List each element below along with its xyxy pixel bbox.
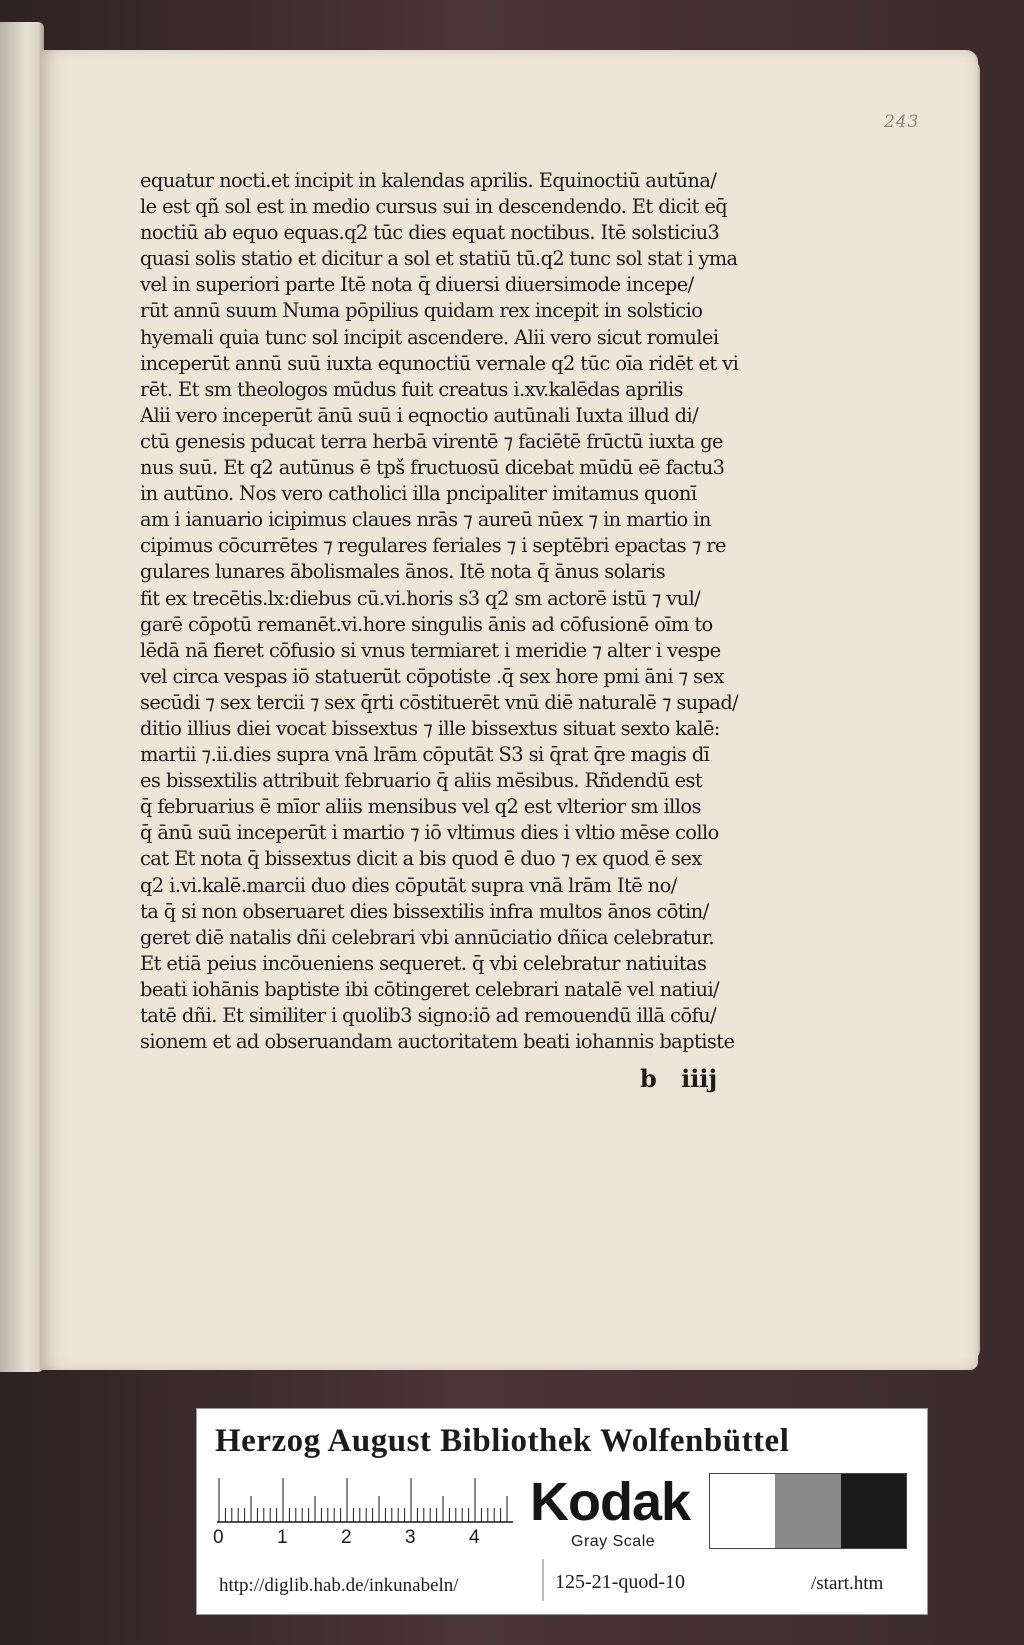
kodak-logo: Kodak	[530, 1472, 691, 1532]
source-url: http://diglib.hab.de/inkunabeln/	[219, 1575, 459, 1596]
ruler-scale	[217, 1477, 513, 1523]
text-line: ditio illius diei vocat bissextus ⁊ ille bissextus situat sexto kalē:	[140, 716, 720, 740]
ruler-number: 4	[469, 1527, 480, 1548]
text-block	[140, 168, 740, 1055]
text-line: martii ⁊.ii.dies supra vnā lrām cōputāt S3 si q̄rat q̄re magis dī	[140, 743, 710, 767]
text-line: secūdi ⁊ sex tercii ⁊ sex q̄rti cōstituerēt vnū diē naturalē ⁊ supad/	[140, 690, 739, 714]
ruler-number: 1	[277, 1527, 288, 1548]
shelf-code: 125-21-quod-10	[555, 1571, 685, 1593]
text-line: hyemali quia tunc sol incipit ascendere. Alii vero sicut romulei	[140, 325, 719, 349]
folio-number: 243	[884, 112, 920, 132]
text-line: garē cōpotū remanēt.vi.hore singulis ānis ad cōfusionē oīm to	[140, 612, 713, 636]
text-line: le est qñ sol est in medio cursus sui in descendendo. Et dicit eq̄	[140, 195, 728, 219]
text-line: ta q̄ si non obseruaret dies bissextilis infra multos ānos cōtin/	[140, 899, 709, 923]
text-line: q̄ ānū suū inceperūt i martio ⁊ iō vltimus dies i vltio mēse collo	[140, 821, 719, 845]
text-line: cipimus cōcurrētes ⁊ regulares feriales ⁊ i septēbri epactas ⁊ re	[140, 534, 726, 558]
text-line: nus suū. Et q2 autūnus ē tpš fructuosū dicebat mūdū eē factu3	[140, 456, 725, 480]
swatch-white	[710, 1474, 775, 1548]
text-line: fit ex trecētis.lx:diebus cū.vi.horis s3 q2 sm actorē istū ⁊ vul/	[140, 586, 701, 610]
start-path: /start.htm	[811, 1573, 884, 1594]
text-line: in autūno. Nos vero catholici illa pncipaliter imitamus quonī	[140, 482, 697, 506]
library-title: Herzog August Bibliothek Wolfenbüttel	[215, 1423, 790, 1459]
text-line: rūt annū suum Numa pōpilius quidam rex incepit in solsticio	[140, 299, 703, 323]
text-line: quasi solis statio et dicitur a sol et statiū tū.q2 tunc sol stat i yma	[140, 247, 738, 271]
ruler-number: 0	[213, 1527, 224, 1548]
text-line: am i ianuario icipimus claues nrās ⁊ aureū nūex ⁊ in martio in	[140, 508, 711, 532]
text-line: tatē dñi. Et similiter i quolib3 signo:iō ad remouendū illā cōfu/	[140, 1004, 716, 1027]
text-line: rēt. Et sm theologos mūdus fuit creatus i.xv.kalēdas aprilis	[140, 377, 683, 401]
text-line: q̄ februarius ē mīor aliis mensibus vel q2 est vlterior sm illos	[140, 795, 701, 819]
text-line: sionem et ad obseruandam auctoritatem beati iohannis baptiste	[140, 1030, 735, 1054]
text-line: ctū genesis pducat terra herbā virentē ⁊ faciētē frūctū iuxta ge	[140, 429, 723, 453]
text-line: Alii vero inceperūt ānū suū i eqnoctio autūnali Iuxta illud di/	[140, 403, 699, 427]
ruler-number: 2	[341, 1527, 352, 1548]
text-line: geret diē natalis dñi celebrari vbi annūciatio dñica celebratur.	[140, 925, 714, 949]
text-line: q2 i.vi.kalē.marcii duo dies cōputāt supra vnā lrām Itē no/	[140, 873, 677, 897]
text-line: equatur nocti.et incipit in kalendas aprilis. Equinoctiū autūna/	[140, 169, 717, 192]
card-divider	[542, 1559, 544, 1601]
swatch-gray	[775, 1474, 840, 1548]
text-line: vel in superiori parte Itē nota q̄ diuersi diuersimode incepe/	[140, 273, 694, 297]
gray-scale-swatches	[709, 1473, 907, 1549]
scale-card	[196, 1408, 928, 1615]
text-line: beati iohānis baptiste ibi cōtingeret celebrari natalē vel natiui/	[140, 977, 720, 1001]
left-page-edge	[0, 22, 44, 1372]
text-line: noctiū ab equo equas.q2 tūc dies equat noctibus. Itē solsticiu3	[140, 221, 720, 245]
text-line: gulares lunares ābolismales ānos. Itē nota q̄ ānus solaris	[140, 560, 666, 584]
ruler-numbers	[213, 1527, 517, 1551]
text-line: cat Et nota q̄ bissextus dicit a bis quod ē duo ⁊ ex quod ē sex	[140, 847, 702, 871]
swatch-black	[841, 1474, 906, 1548]
text-line: Et etiā peius incōueniens sequeret. q̄ vbi celebratur natiuitas	[140, 951, 707, 975]
gray-scale-label: Gray Scale	[571, 1533, 656, 1550]
text-line: lēdā nā fieret cōfusio si vnus termiaret i meridie ⁊ alter i vespe	[140, 638, 721, 662]
text-line: inceperūt annū suū iuxta equnoctiū vernale q2 tūc oīa ridēt et vi	[140, 351, 739, 375]
text-line: vel circa vespas iō statuerūt cōpotiste .q̄ sex hore pmi āni ⁊ sex	[140, 664, 724, 688]
signature-mark: b iiij	[640, 1064, 718, 1093]
ruler-number: 3	[405, 1527, 416, 1548]
text-line: es bissextilis attribuit februario q̄ aliis mēsibus. Rñdendū est	[140, 769, 703, 793]
